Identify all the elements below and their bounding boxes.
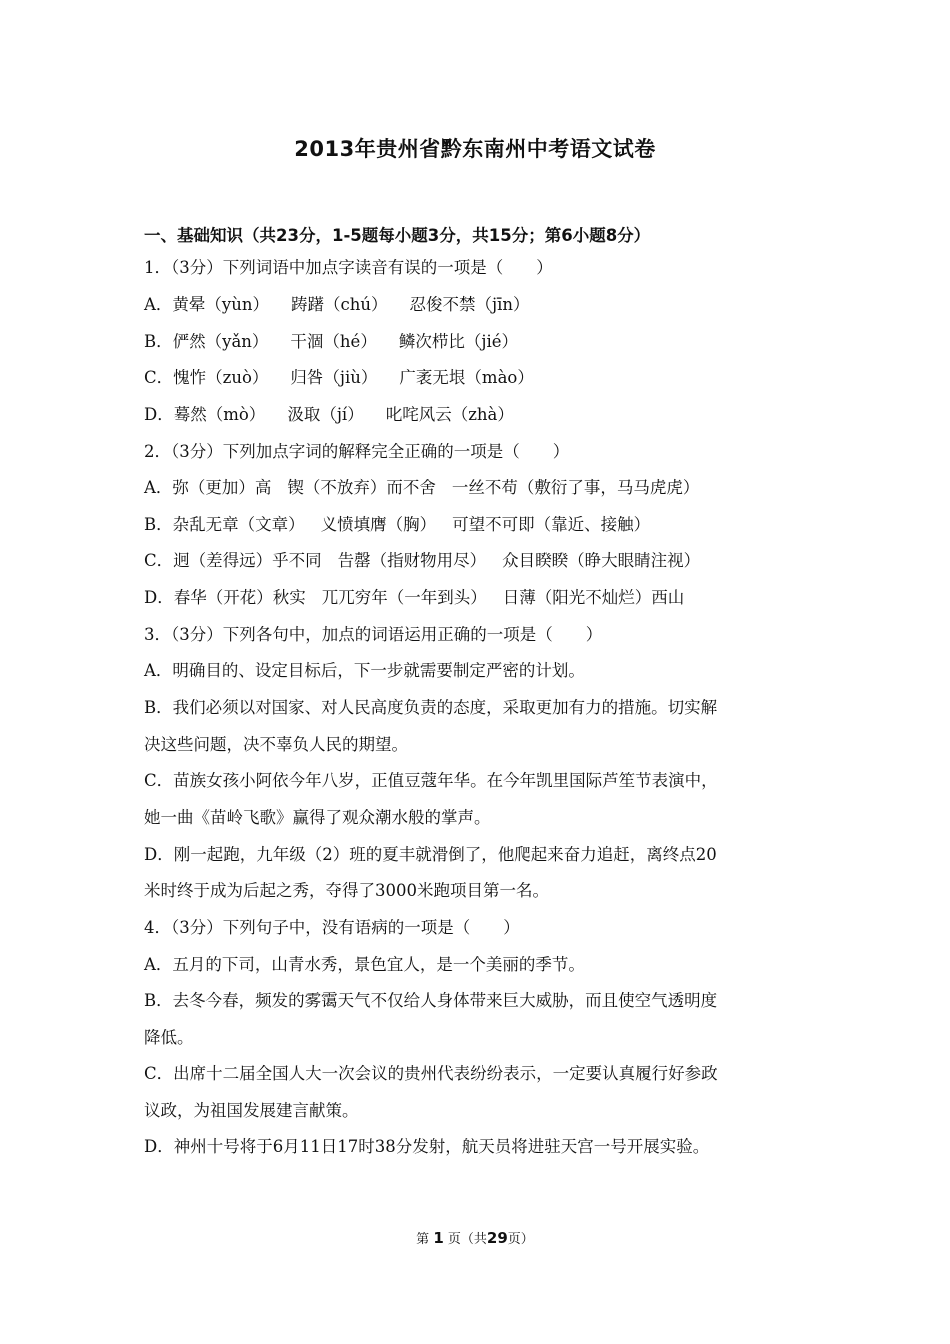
footer-suffix: 页） [507, 1232, 534, 1247]
total-page-count: 29 [486, 1229, 508, 1247]
q2-stem: 2．（3分）下列加点字词的解释完全正确的一项是（ ） [144, 442, 570, 461]
current-page-number: 1 [433, 1229, 444, 1247]
q4-stem: 4．（3分）下列句子中，没有语病的一项是（ ） [144, 918, 520, 937]
q2-b-term-2: 义愤填膺（胸） [320, 515, 437, 534]
q2-option-d [144, 587, 814, 609]
q2-b-term-3: 可望不可即（靠近、接触） [452, 515, 651, 534]
q2-d-term-2: 兀兀穷年（一年到头） [321, 588, 487, 607]
footer-middle: 页（共 [447, 1232, 487, 1247]
q3-option-d-line-2: 米时终于成为后起之秀，夺得了3000米跑项目第一名。 [144, 881, 549, 900]
q4-option-a: A．五月的下司，山青水秀，景色宜人，是一个美丽的季节。 [144, 955, 585, 974]
q2-a-term-2: 锲（不放弃）而不舍 [287, 478, 436, 497]
q2-a-term-1: A．弥（更加）高 [144, 478, 272, 497]
q1-c-term-1: C．愧怍（zuò） [144, 368, 269, 387]
q4-option-c-line-2: 议政，为祖国发展建言献策。 [144, 1101, 359, 1120]
page-title: 2013年贵州省黔东南州中考语文试卷 [294, 137, 656, 161]
q2-b-term-1: B．杂乱无章（文章） [144, 515, 305, 534]
q1-a-term-2: 踌躇（chú） [291, 295, 388, 314]
q3-option-d-line-1: D．刚一起跑，九年级（2）班的夏丰就滑倒了，他爬起来奋力追赶，离终点20 [144, 845, 717, 864]
q2-c-term-3: 众目睽睽（睁大眼睛注视） [502, 551, 701, 570]
q3-option-c-line-2: 她一曲《苗岭飞歌》赢得了观众潮水般的掌声。 [144, 808, 491, 827]
q1-a-term-3: 忍俊不禁（jīn） [409, 295, 530, 314]
q4-option-b-line-2: 降低。 [144, 1028, 194, 1047]
q1-option-c [144, 367, 814, 389]
q2-c-term-1: C．迥（差得远）乎不同 [144, 551, 322, 570]
q2-a-term-3: 一丝不苟（敷衍了事，马马虎虎） [451, 478, 700, 497]
q1-c-term-3: 广袤无垠（mào） [399, 368, 534, 387]
q2-d-term-3: 日薄（阳光不灿烂）西山 [502, 588, 685, 607]
q1-b-term-3: 鳞次栉比（jié） [398, 332, 518, 351]
q1-c-term-2: 归咎（jiù） [290, 368, 378, 387]
q2-option-a [144, 477, 814, 499]
q1-option-b [144, 331, 814, 353]
q3-option-a: A．明确目的、设定目标后，下一步就需要制定严密的计划。 [144, 661, 585, 680]
page-footer [0, 1228, 950, 1247]
q3-option-b-line-1: B．我们必须以对国家、对人民高度负责的态度，采取更加有力的措施。切实解 [144, 698, 718, 717]
q2-option-b [144, 514, 814, 536]
q1-d-term-2: 汲取（jí） [287, 405, 364, 424]
q4-option-c-line-1: C．出席十二届全国人大一次会议的贵州代表纷纷表示，一定要认真履行好参政 [144, 1064, 718, 1083]
footer-prefix: 第 [416, 1232, 430, 1247]
q3-option-c-line-1: C．苗族女孩小阿依今年八岁，正值豆蔻年华。在今年凯里国际芦笙节表演中， [144, 771, 718, 790]
q3-option-b-line-2: 决这些问题，决不辜负人民的期望。 [144, 735, 408, 754]
q1-d-term-3: 叱咤风云（zhà） [385, 405, 514, 424]
q1-option-d [144, 404, 814, 426]
q4-option-d: D．神州十号将于6月11日17时38分发射，航天员将进驻天宫一号开展实验。 [144, 1137, 710, 1156]
q2-d-term-1: D．春华（开花）秋实 [144, 588, 306, 607]
section-heading: 一、基础知识（共23分，1-5题每小题3分，共15分；第6小题8分） [144, 226, 651, 245]
q1-b-term-2: 干涸（hé） [290, 332, 377, 351]
q1-d-term-1: D．蓦然（mò） [144, 405, 266, 424]
q4-option-b-line-1: B．去冬今春，频发的雾霭天气不仅给人身体带来巨大威胁，而且使空气透明度 [144, 991, 718, 1010]
q1-b-term-1: B．俨然（yǎn） [144, 332, 269, 351]
q1-option-a [144, 294, 814, 316]
q1-a-term-1: A．黄晕（yùn） [144, 295, 269, 314]
q2-c-term-2: 告罄（指财物用尽） [337, 551, 487, 570]
q2-option-c [144, 550, 814, 572]
q3-stem: 3．（3分）下列各句中，加点的词语运用正确的一项是（ ） [144, 625, 603, 644]
q1-stem: 1．（3分）下列词语中加点字读音有误的一项是（ ） [144, 258, 553, 277]
